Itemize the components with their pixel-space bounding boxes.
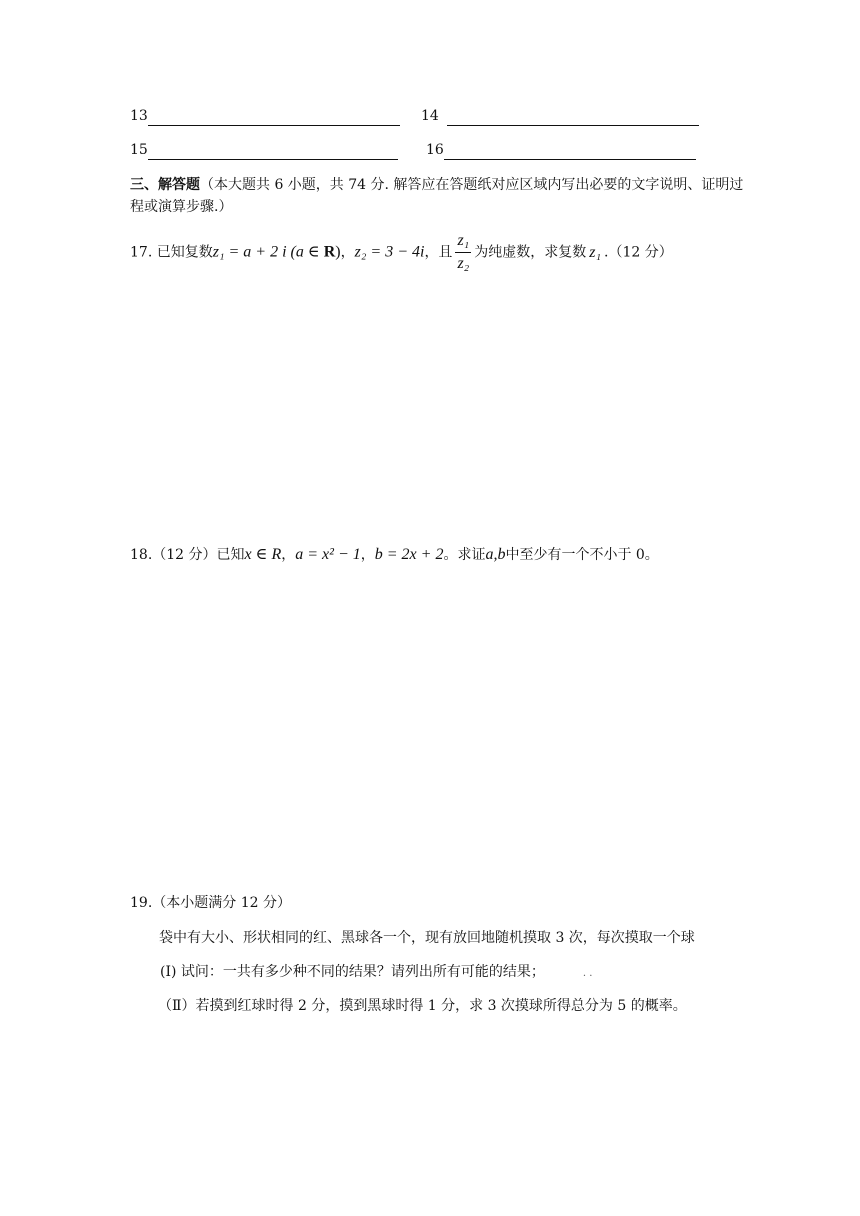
a-definition: a = x² − 1 bbox=[295, 546, 361, 563]
punct: ， bbox=[340, 244, 355, 261]
question-number: 17. bbox=[130, 244, 153, 261]
real-set-symbol: R bbox=[323, 243, 336, 261]
question-number: 18. bbox=[130, 547, 153, 563]
paren: ) bbox=[335, 243, 341, 261]
answer-line[interactable] bbox=[148, 143, 398, 160]
fraction-denominator: z₂ bbox=[457, 255, 470, 272]
blank-number: 16 bbox=[426, 142, 444, 158]
punct: ， bbox=[281, 547, 296, 563]
blank-number: 15 bbox=[130, 142, 148, 158]
blank-14 bbox=[421, 106, 699, 126]
question-text: 中至少有一个不小于 0。 bbox=[505, 547, 659, 563]
question-19-part-1 bbox=[160, 962, 592, 984]
z1-definition: z₁ = a + 2 i (a ∈ bbox=[212, 243, 324, 261]
question-score: .（12 分） bbox=[604, 244, 673, 261]
blank-16 bbox=[426, 140, 696, 160]
question-text: （12 分）已知 bbox=[152, 547, 245, 563]
answer-line[interactable] bbox=[148, 109, 400, 126]
question-19-stem: 袋中有大小、形状相同的红、黑球各一个，现有放回地随机摸取 3 次，每次摸取一个球 bbox=[159, 930, 695, 946]
question-18 bbox=[130, 545, 659, 565]
blank-number: 14 bbox=[421, 108, 439, 124]
ab-symbols: a,b bbox=[485, 546, 506, 563]
question-19-part-2: （Ⅱ）若摸到红球时得 2 分，摸到黑球时得 1 分，求 3 次摸球所得总分为 5 的概率。 bbox=[158, 998, 687, 1014]
question-score: （本小题满分 12 分） bbox=[152, 895, 291, 911]
fraction-numerator: z₁ bbox=[455, 230, 471, 253]
part-text: (Ⅰ) 试问：一共有多少种不同的结果？请列出所有可能的结果； bbox=[160, 964, 545, 980]
section-header bbox=[130, 175, 743, 195]
condition-x: x ∈ R bbox=[244, 546, 282, 563]
section-instruction-cont: 程或演算步骤.） bbox=[130, 199, 233, 215]
question-text: 已知复数 bbox=[156, 244, 213, 261]
fraction-z1-over-z2 bbox=[455, 230, 471, 275]
z1-symbol: z₁ bbox=[589, 243, 602, 261]
question-text: 为纯虚数，求复数 bbox=[474, 244, 587, 261]
question-text: ，且 bbox=[424, 244, 453, 261]
question-17 bbox=[130, 230, 673, 275]
section-instruction: （本大题共 6 小题，共 74 分. 解答应在答题纸对应区域内写出必要的文字说明、证明过 bbox=[200, 177, 744, 193]
stray-marks: . . bbox=[582, 968, 593, 979]
question-text: 。求证 bbox=[443, 547, 486, 563]
blank-13 bbox=[130, 106, 400, 126]
answer-line[interactable] bbox=[447, 109, 699, 126]
blank-number: 13 bbox=[130, 108, 148, 124]
punct: ， bbox=[360, 547, 375, 563]
question-number: 19. bbox=[130, 895, 153, 911]
question-19-header bbox=[130, 893, 291, 913]
b-definition: b = 2x + 2 bbox=[374, 546, 444, 563]
answer-line[interactable] bbox=[444, 143, 696, 160]
blank-15 bbox=[130, 140, 398, 160]
z2-definition: z₂ = 3 − 4i bbox=[354, 243, 425, 261]
section-title: 三、解答题 bbox=[130, 177, 200, 193]
